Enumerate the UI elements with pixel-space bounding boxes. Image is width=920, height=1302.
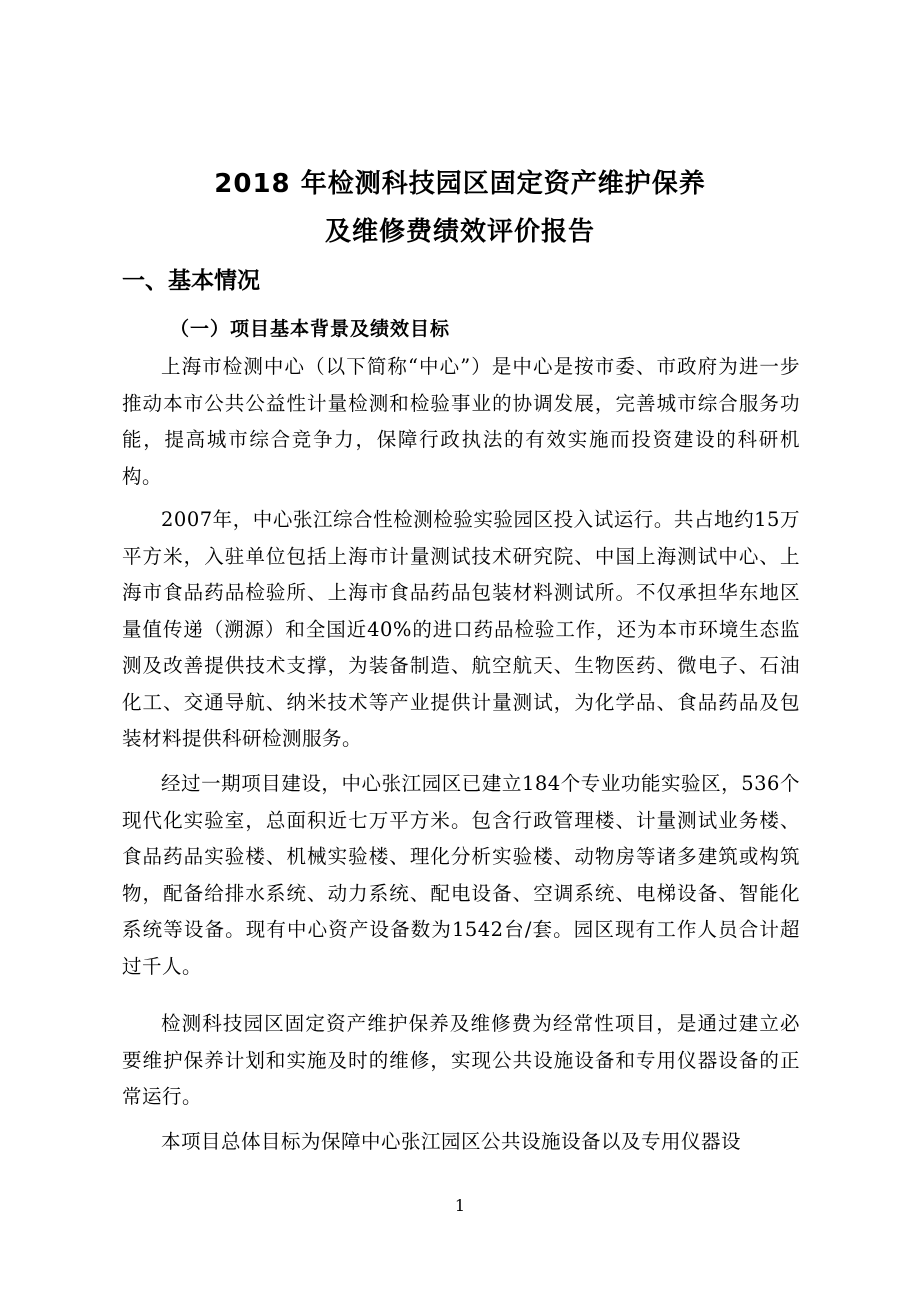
paragraph-3: 经过一期项目建设，中心张江园区已建立184个专业功能实验区，536个现代化实验室，总面积近七万平方米。包含行政管理楼、计量测试业务楼、食品药品实验楼、机械实验楼、理化分析实验楼、动物房等诸多建筑或构筑物，配备给排水系统、动力系统、配电设备、空调系统、电梯设备、智能化系统等设备。现有中心资产设备数为1542台/套。园区现有工作人员合计超过千人。 xyxy=(122,772,800,978)
section-heading: 一、基本情况 xyxy=(122,268,260,294)
paragraph-5: 本项目总体目标为保障中心张江园区公共设施设备以及专用仪器设 xyxy=(161,1130,742,1153)
paragraph-2: 2007年，中心张江综合性检测检验实验园区投入试运行。共占地约15万平方米，入驻单位包括上海市计量测试技术研究院、中国上海测试中心、上海市食品药品检验所、上海市食品药品包装材料测试所。不仅承担华东地区量值传递（溯源）和全国近40%的进口药品检验工作，还为本市环境生态监测及改善提供技术支撑，为装备制造、航空航天、生物医药、微电子、石油化工、交通导航、纳米技术等产业提供计量测试，为化学品、食品药品及包装材料提供科研检测服务。 xyxy=(122,508,800,750)
document-title-line-1: 2018 年检测科技园区固定资产维护保养 xyxy=(214,169,706,199)
subsection-heading: （一）项目基本背景及绩效目标 xyxy=(170,318,451,340)
page-number: 1 xyxy=(454,1196,466,1215)
paragraph-4: 检测科技园区固定资产维护保养及维修费为经常性项目，是通过建立必要维护保养计划和实施及时的维修，实现公共设施设备和专用仪器设备的正常运行。 xyxy=(122,1012,800,1108)
document-title-line-2: 及维修费绩效评价报告 xyxy=(324,217,595,247)
paragraph-1: 上海市检测中心（以下简称“中心”）是中心是按市委、市政府为进一步推动本市公共公益性计量检测和检验事业的协调发展，完善城市综合服务功能，提高城市综合竞争力，保障行政执法的有效实施而投资建设的科研机构。 xyxy=(122,355,800,488)
